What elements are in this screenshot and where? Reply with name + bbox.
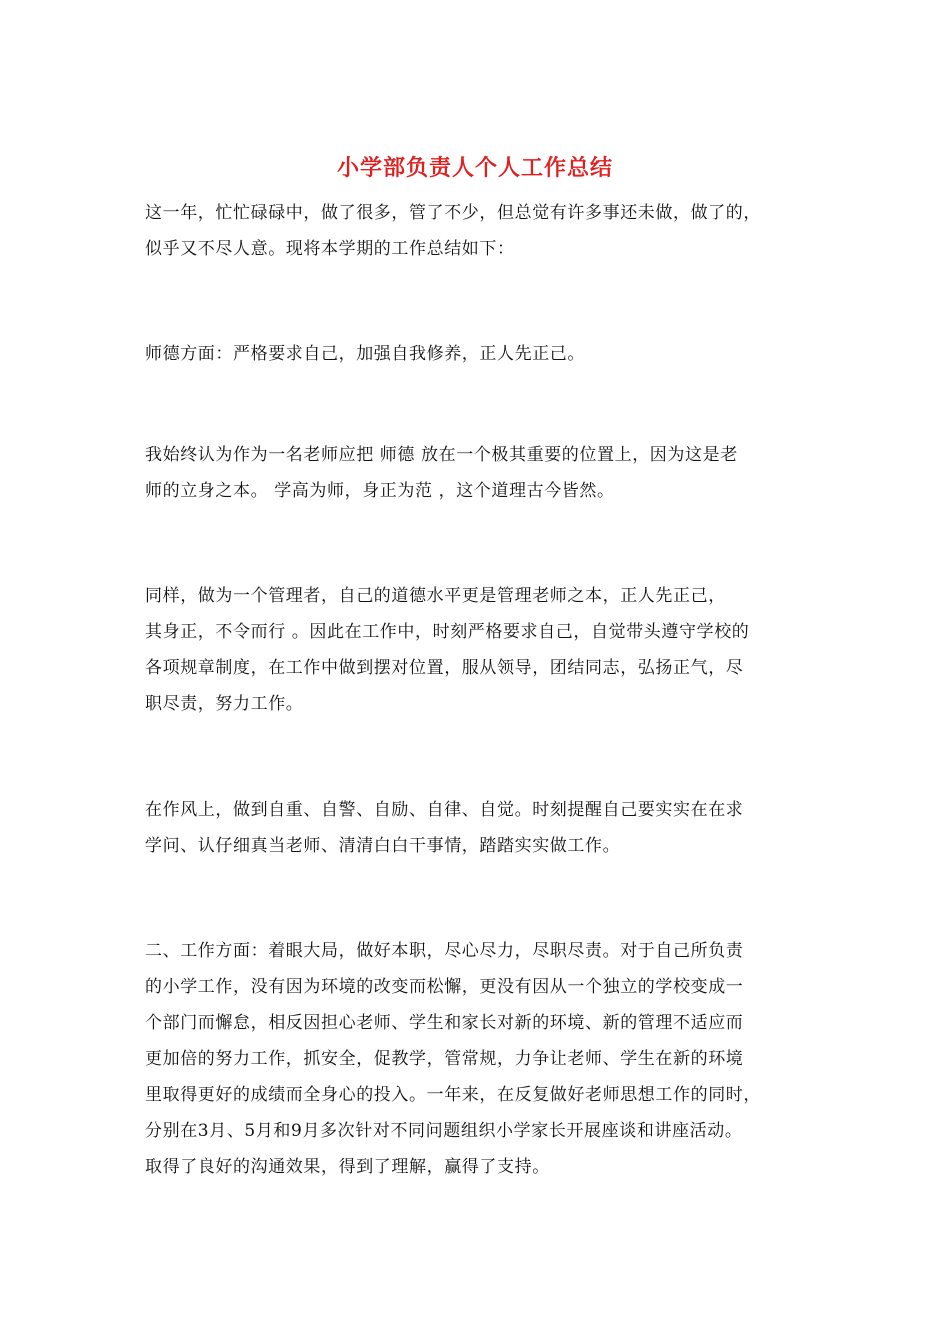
paragraph-manager-morals [145, 578, 810, 722]
paragraph-line: 我始终认为作为一名老师应把 师德 放在一个极其重要的位置上，因为这是老 [145, 445, 738, 465]
paragraph-line: 取得了良好的沟通效果，得到了理解，赢得了支持。 [145, 1157, 550, 1177]
paragraph-line: 在作风上，做到自重、自警、自励、自律、自觉。时刻提醒自己要实实在在求 [145, 800, 744, 820]
paragraph-line: 学问、认仔细真当老师、清清白白干事情，踏踏实实做工作。 [145, 836, 621, 856]
paragraph-line: 似乎又不尽人意。现将本学期的工作总结如下： [145, 239, 515, 259]
paragraph-line: 个部门而懈怠，相反因担心老师、学生和家长对新的环境、新的管理不适应而 [145, 1013, 744, 1033]
paragraph-line: 师德方面：严格要求自己，加强自我修养，正人先正己。 [145, 344, 585, 364]
paragraph-line: 的小学工作，没有因为环境的改变而松懈，更没有因从一个独立的学校变成一 [145, 977, 744, 997]
paragraph-work-style [145, 792, 810, 864]
document-title: 小学部负责人个人工作总结 [336, 155, 613, 181]
paragraph-line: 职尽责，努力工作。 [145, 694, 304, 714]
paragraph-line: 二、工作方面：着眼大局，做好本职，尽心尽力，尽职尽责。对于自己所负责 [145, 941, 744, 961]
paragraph-work-aspects [145, 933, 810, 1185]
paragraph-line: 师的立身之本。 学高为师，身正为范 ，这个道理古今皆然。 [145, 481, 615, 501]
paragraph-teacher-ethics-heading [145, 336, 810, 372]
paragraph-line: 更加倍的努力工作，抓安全，促教学，管常规，力争让老师、学生在新的环境 [145, 1049, 744, 1069]
paragraph-line: 其身正，不令而行 。因此在工作中，时刻严格要求自己，自觉带头遵守学校的 [145, 622, 750, 642]
paragraph-line: 这一年，忙忙碌碌中，做了很多，管了不少，但总觉有许多事还未做，做了的， [145, 203, 761, 223]
paragraph-line: 里取得更好的成绩而全身心的投入。一年来，在反复做好老师思想工作的同时， [145, 1085, 761, 1105]
paragraph-line: 各项规章制度，在工作中做到摆对位置，服从领导，团结同志，弘扬正气，尽 [145, 658, 744, 678]
paragraph-intro [145, 195, 810, 267]
paragraph-teacher-ethics [145, 437, 810, 509]
paragraph-line: 分别在3月、5月和9月多次针对不同问题组织小学家长开展座谈和讲座活动。 [145, 1121, 743, 1141]
paragraph-line: 同样，做为一个管理者，自己的道德水平更是管理老师之本，正人先正己， [145, 586, 726, 606]
